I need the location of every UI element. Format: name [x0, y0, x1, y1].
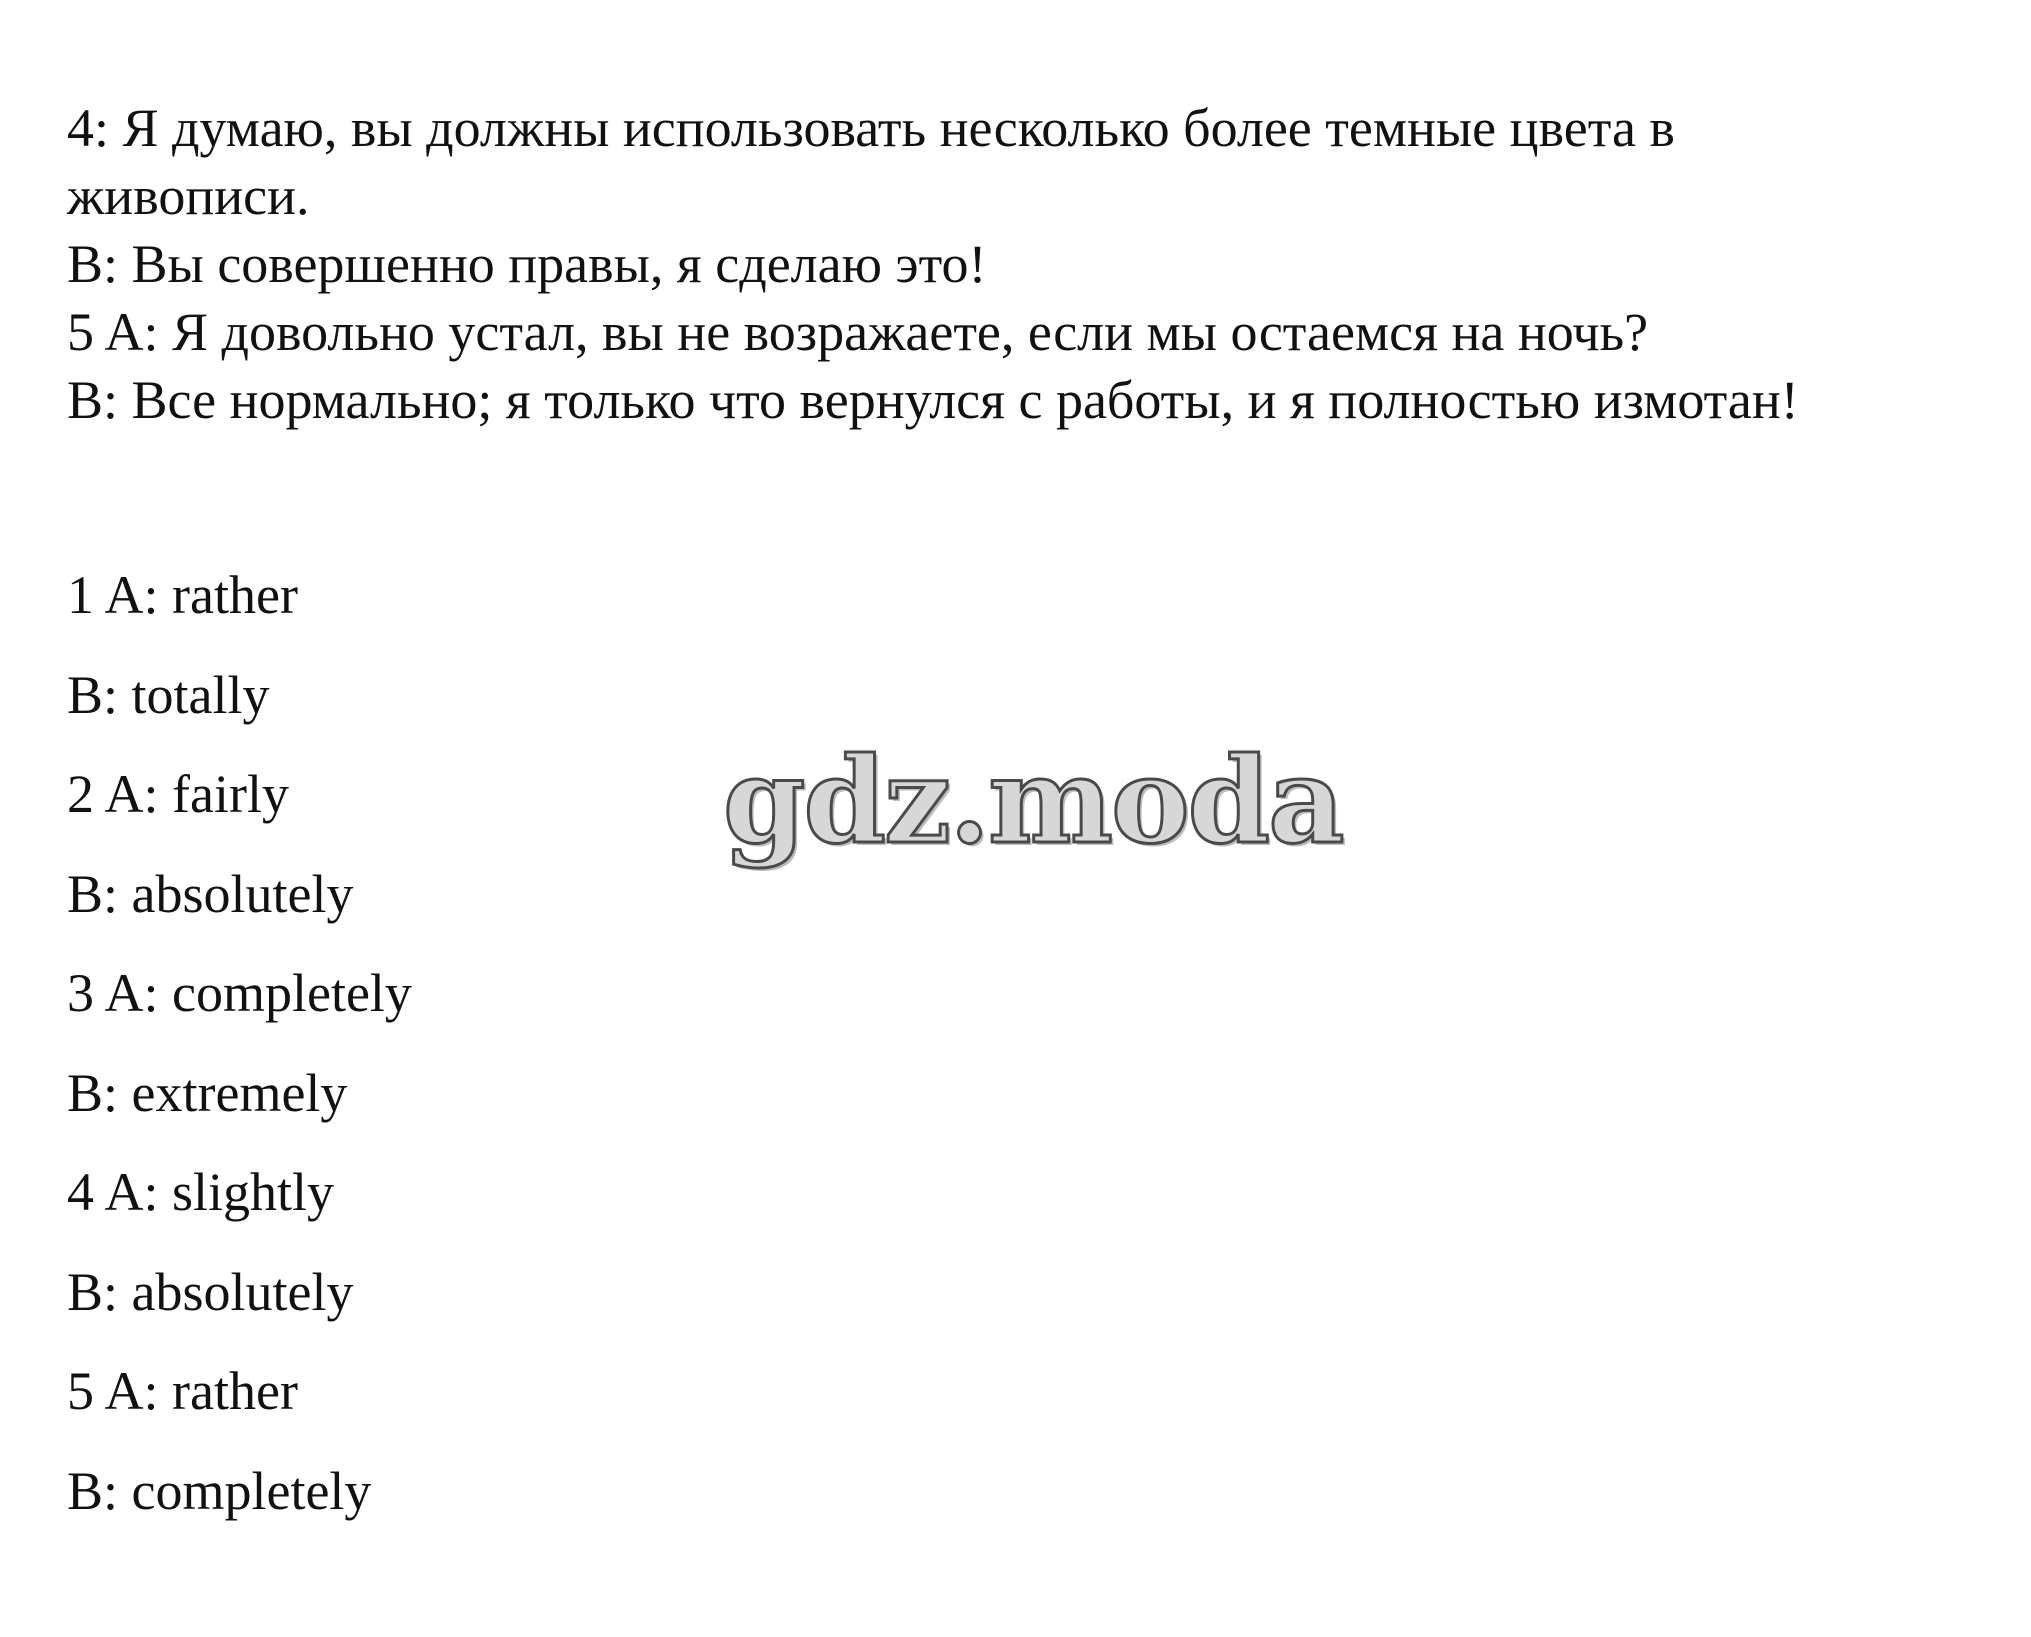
answer-item: 3 A: completely [67, 963, 412, 1023]
answer-item: B: absolutely [67, 1261, 354, 1322]
answers-list [67, 561, 867, 1556]
answer-item: B: extremely [67, 1062, 348, 1123]
answer-item: 2 A: fairly [67, 764, 289, 824]
answer-item: B: completely [67, 1460, 372, 1521]
translation-line: B: Все нормально; я только что вернулся с работы, и я полностью измотан! [67, 370, 1799, 430]
translation-line: живописи. [67, 166, 310, 226]
answer-item: 5 A: rather [67, 1361, 298, 1421]
answer-item: 1 A: rather [67, 565, 298, 625]
translation-line: B: Вы совершенно правы, я сделаю это! [67, 234, 987, 294]
answer-item: B: totally [67, 664, 270, 725]
answer-item: B: absolutely [67, 863, 354, 924]
answer-item: 4 A: slightly [67, 1162, 335, 1222]
translation-block [67, 94, 1997, 434]
watermark-logo: gdz.moda [723, 731, 1343, 870]
translation-line: 4: Я думаю, вы должны использовать несколько более темные цвета в [67, 98, 1675, 158]
translation-line: 5 A: Я довольно устал, вы не возражаете, если мы остаемся на ночь? [67, 302, 1649, 362]
